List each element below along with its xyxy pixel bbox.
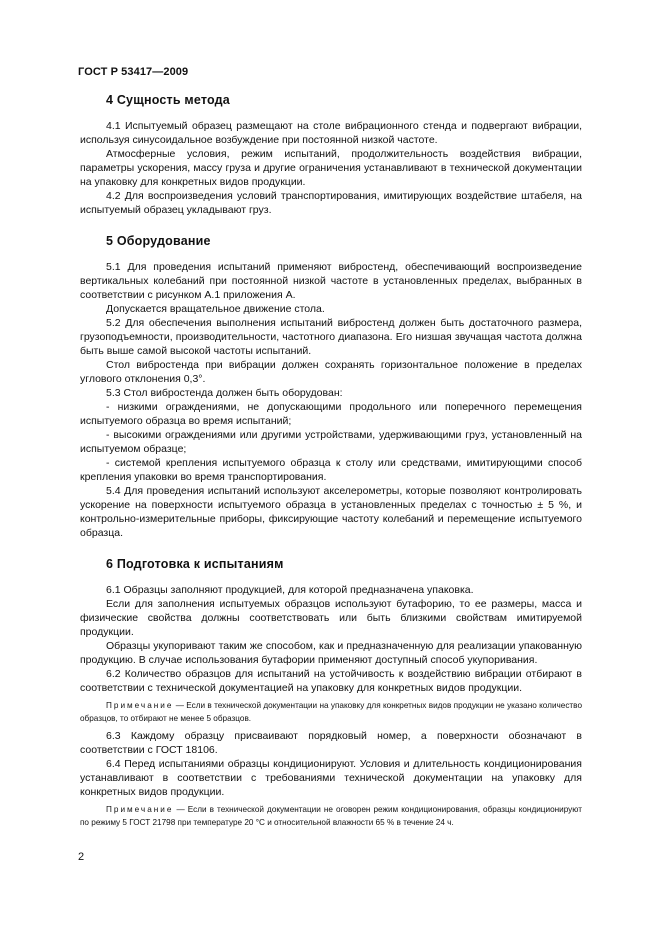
paragraph: 6.1 Образцы заполняют продукцией, для которой предназначена упаковка. bbox=[106, 584, 474, 596]
page-number: 2 bbox=[78, 851, 85, 863]
paragraph: 6.4 Перед испытаниями образцы кондиционируют. Условия и длительность кондиционирования устанавливают в соответствии с требованиями технической документации на упаковку для конкретных видов продукции. bbox=[80, 758, 582, 798]
paragraph: Если для заполнения испытуемых образцов используют бутафорию, то ее размеры, масса и физические свойства должны соответствовать или быть близкими свойствам имитируемой продукции. bbox=[80, 598, 582, 638]
paragraph: 4.2 Для воспроизведения условий транспортирования, имитирующих воздействие штабеля, на испытуемый образец укладывают груз. bbox=[80, 190, 582, 216]
paragraph: Атмосферные условия, режим испытаний, продолжительность воздействия вибрации, параметры ускорения, массу груза и другие ограничения устанавливают в технической документации на упаковку для конкретных видов продукции. bbox=[80, 148, 582, 188]
document-id: ГОСТ Р 53417—2009 bbox=[78, 66, 189, 78]
note-label: Примечание bbox=[106, 805, 174, 814]
paragraph: 6.3 Каждому образцу присваивают порядковый номер, а поверхности обозначают в соответствии с ГОСТ 18106. bbox=[80, 730, 582, 756]
note bbox=[80, 803, 582, 829]
list-item: - высокими ограждениями или другими устройствами, удерживающими груз, установленный на испытуемом образце; bbox=[80, 429, 582, 455]
paragraph: 5.4 Для проведения испытаний используют акселерометры, которые позволяют контролировать ускорение на поверхности испытуемого образца в установленных пределах с точностью ± 5 %, и контрольно-измерительные приборы, фиксирующие частоту колебаний и перемещение испытуемого образца. bbox=[80, 485, 582, 539]
paragraph: 5.1 Для проведения испытаний применяют вибростенд, обеспечивающий воспроизведение вертикальных колебаний при постоянной низкой частоте в установленных пределах, выбранных в соответствии с рисунком А.1 приложения А. bbox=[80, 261, 582, 301]
section-title: 4 Сущность метода bbox=[106, 93, 230, 107]
note-label: Примечание bbox=[106, 701, 174, 710]
section-4 bbox=[80, 93, 582, 217]
paragraph: Стол вибростенда при вибрации должен сохранять горизонтальное положение в пределах углового отклонения 0,3°. bbox=[80, 359, 582, 385]
paragraph: Допускается вращательное движение стола. bbox=[106, 303, 325, 315]
section-5 bbox=[80, 234, 582, 540]
note-text: — Если в технической документации на упаковку для конкретных видов продукции не указано количество образцов, то отбирают не менее 5 образцов. bbox=[80, 701, 582, 723]
section-title: 6 Подготовка к испытаниям bbox=[106, 557, 284, 571]
note-text: — Если в технической документации не оговорен режим кондиционирования, образцы кондиционируют по режиму 5 ГОСТ 21798 при температуре 20 °С и относительной влажности 65 % в течение 24 ч. bbox=[80, 805, 582, 827]
section-title: 5 Оборудование bbox=[106, 234, 211, 248]
paragraph: 5.2 Для обеспечения выполнения испытаний вибростенд должен быть достаточного размера, грузоподъемности, производительности, частотного диапазона. Его низшая звучащая частота должна быть выше самой высокой частоты испытаний. bbox=[80, 317, 582, 357]
list-item: - низкими ограждениями, не допускающими продольного или поперечного перемещения испытуемого образца во время испытаний; bbox=[80, 401, 582, 427]
section-6 bbox=[80, 557, 582, 829]
document-body bbox=[80, 93, 582, 846]
paragraph: 4.1 Испытуемый образец размещают на столе вибрационного стенда и подвергают вибрации, используя синусоидальное возбуждение при постоянной низкой частоте. bbox=[80, 120, 582, 146]
paragraph: 6.2 Количество образцов для испытаний на устойчивость к воздействию вибрации отбирают в соответствии с технической документацией на упаковку для конкретных видов продукции. bbox=[80, 668, 582, 694]
note bbox=[80, 699, 582, 725]
paragraph: 5.3 Стол вибростенда должен быть оборудован: bbox=[106, 387, 343, 399]
list-item: - системой крепления испытуемого образца к столу или средствами, имитирующими способ крепления упаковки во время транспортирования. bbox=[80, 457, 582, 483]
paragraph: Образцы укупоривают таким же способом, как и предназначенную для реализации упакованную продукцию. В случае использования бутафории применяют доступный способ укупоривания. bbox=[80, 640, 582, 666]
